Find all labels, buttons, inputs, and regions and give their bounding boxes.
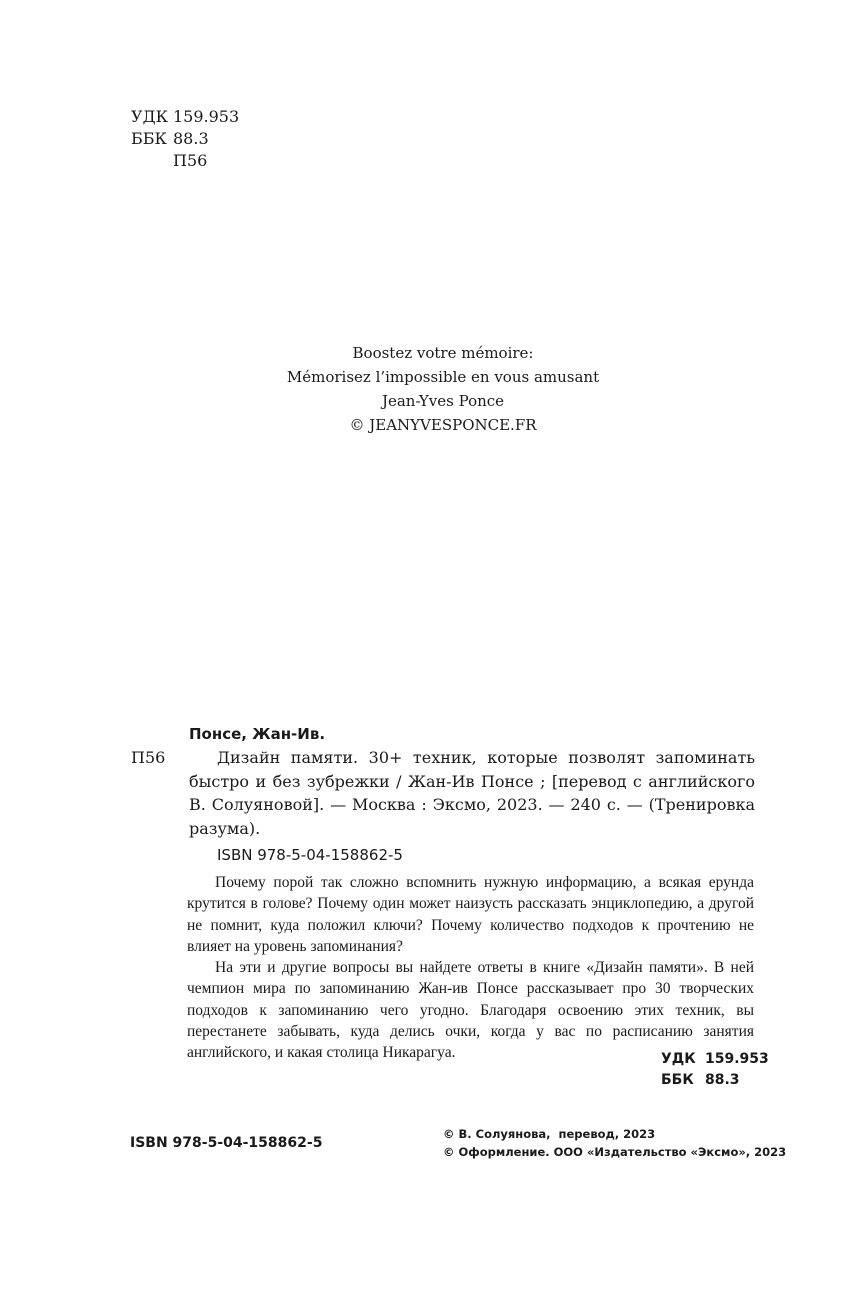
catalog-author-mark: П56 (131, 748, 166, 767)
udk-value: 159.953 (173, 107, 240, 126)
udk-value-bottom: 159.953 (705, 1051, 769, 1067)
classification-bottom (661, 1049, 769, 1091)
original-title-line1: Boostez votre mémoire: (352, 344, 534, 362)
author-mark: П56 (173, 151, 208, 170)
udk-label-bottom: УДК (661, 1051, 696, 1067)
original-copyright: © JEANYVESPONCE.FR (349, 416, 537, 434)
bbk-label: ББК (131, 129, 167, 148)
footer-isbn: ISBN 978-5-04-158862-5 (130, 1135, 323, 1151)
bbk-value-bottom: 88.3 (705, 1072, 740, 1088)
annotation-paragraph-2: На эти и другие вопросы вы найдете ответы в книге «Дизайн памяти». В ней чемпион мира по запоминанию Жан-ив Понсе рассказывает про 30 творческих подходов к запоминанию чего угодно. Благодаря освоению этих техник, вы перестанете забывать, куда делись очки, когда у вас по расписанию занятия английского, и какая столица Никарагуа. (187, 959, 754, 1062)
copyright-design: © Оформление. ООО «Издательство «Эксмо», 2023 (443, 1145, 787, 1159)
footer-copyright (443, 1125, 786, 1161)
udk-row-bottom (661, 1049, 769, 1070)
bbk-label-bottom: ББК (661, 1072, 694, 1088)
catalog-author-heading: Понсе, Жан-Ив. (189, 725, 326, 743)
classification-top (131, 106, 239, 172)
bbk-row (131, 128, 239, 150)
annotation (187, 872, 754, 1064)
original-title-line2: Mémorisez l’impossible en vous amusant (286, 368, 600, 386)
copyright-translation: © В. Солуянова, перевод, 2023 (443, 1127, 656, 1141)
bbk-value: 88.3 (173, 129, 209, 148)
annotation-paragraph-1: Почему порой так сложно вспомнить нужную информацию, а всякая ерунда крутится в голове? Почему один может наизусть рассказать энциклопедию, а другой не помнит, куда положил ключи? Почему количество подходов к прочтению не влияет на уровень запоминания? (187, 874, 754, 955)
udk-label: УДК (131, 107, 168, 126)
catalog-description-text: Дизайн памяти. 30+ техник, которые позволят запоминать быстро и без зубрежки / Жан-Ив Понсе ; [перевод с английского В. Солуяновой]. — Москва : Эксмо, 2023. — 240 с. — (Тренировка разума). (189, 748, 755, 838)
original-edition (0, 341, 844, 437)
catalog-description (189, 746, 755, 840)
catalog-isbn: ISBN 978-5-04-158862-5 (217, 846, 403, 864)
original-author: Jean-Yves Ponce (381, 392, 505, 410)
bbk-row-bottom (661, 1070, 769, 1091)
udk-row (131, 106, 239, 128)
